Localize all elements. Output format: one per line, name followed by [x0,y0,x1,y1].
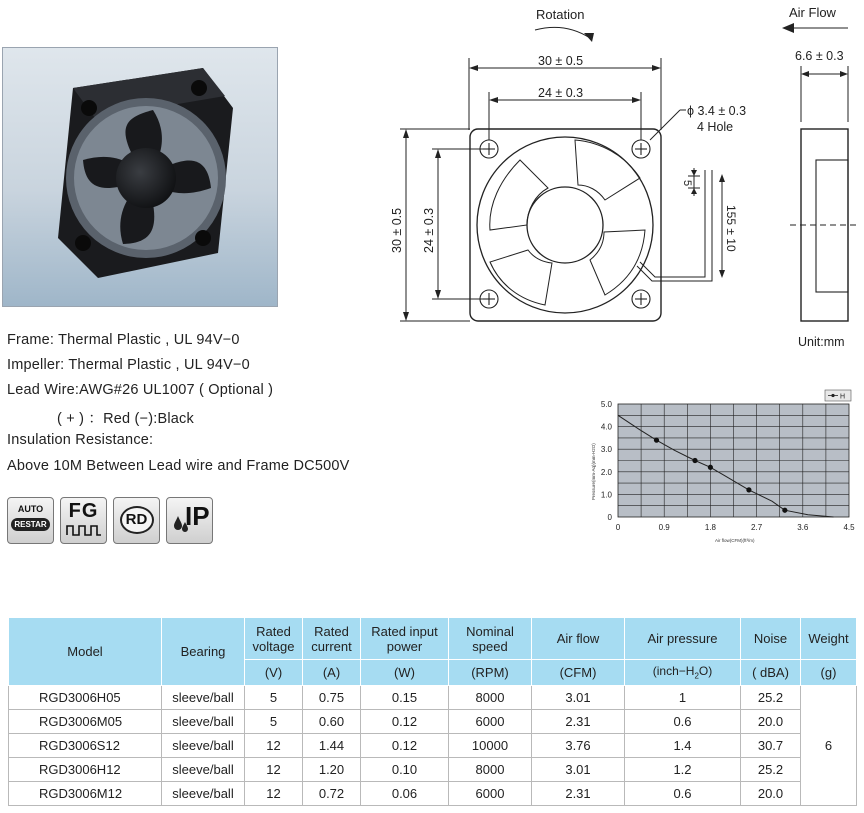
header-voltage: Rated voltage [245,618,303,660]
cell-speed: 8000 [449,686,532,710]
chart-legend-label: H [840,393,846,401]
rotation-label: Rotation [536,7,585,22]
cell-bearing: sleeve/ball [162,758,245,782]
chart-data-point [654,438,659,443]
cell-pressure: 0.6 [625,710,741,734]
cell-current: 1.44 [303,734,361,758]
cell-current: 1.20 [303,758,361,782]
unit-weight: (g) [801,660,857,686]
header-current: Rated current [303,618,361,660]
cell-model: RGD3006M05 [9,710,162,734]
table-row [9,734,857,758]
spec-insulation-value: Above 10M Between Lead wire and Frame DC500V [7,458,350,474]
chart-y-tick-label: 2.0 [600,467,612,477]
cell-current: 0.72 [303,782,361,806]
cell-airflow: 3.01 [532,758,625,782]
cell-weight: 6 [801,686,857,806]
airflow-arrow-icon [782,23,794,33]
cell-noise: 20.0 [741,710,801,734]
cell-voltage: 5 [245,710,303,734]
auto-badge-top: AUTO [17,504,44,514]
wire-length-label: 155 ± 10 [724,205,738,252]
cell-power: 0.15 [361,686,449,710]
cell-bearing: sleeve/ball [162,734,245,758]
cell-pressure: 1.4 [625,734,741,758]
cell-bearing: sleeve/ball [162,782,245,806]
cell-airflow: 3.76 [532,734,625,758]
chart-y-tick-label: 3.0 [600,445,612,455]
chart-data-point [746,487,751,492]
cell-speed: 6000 [449,710,532,734]
cell-pressure: 1.2 [625,758,741,782]
cell-power: 0.12 [361,734,449,758]
width-outer-label: 30 ± 0.5 [538,54,584,68]
dimension-drawing [360,0,864,360]
performance-chart [585,388,864,548]
cell-noise: 25.2 [741,686,801,710]
header-power: Rated input power [361,618,449,660]
unit-label: Unit:mm [798,335,845,349]
chart-data-point [708,465,713,470]
cell-model: RGD3006H05 [9,686,162,710]
spec-frame: Frame: Thermal Plastic , UL 94V−0 [7,332,240,348]
spec-impeller: Impeller: Thermal Plastic , UL 94V−0 [7,357,250,373]
cell-bearing: sleeve/ball [162,710,245,734]
unit-noise: ( dBA) [741,660,801,686]
chart-data-point [782,508,787,513]
cell-pressure: 1 [625,686,741,710]
airflow-label: Air Flow [789,5,836,20]
auto-badge-bottom: RESTAR [11,518,50,531]
unit-speed: (RPM) [449,660,532,686]
spec-polarity: ( + ) ：Red (−):Black [57,411,194,427]
wire-strip-label: 5 [681,180,693,187]
hole-count-label: 4 Hole [697,120,734,134]
unit-airflow: (CFM) [532,660,625,686]
chart-x-axis-label: Air flow(CFM)(ft³/m) [715,538,755,543]
chart-y-axis-label: Pressure(mm-Aq)(mm-H2O) [591,443,596,500]
chart-x-tick-label: 2.7 [751,523,763,532]
table-row [9,710,857,734]
chart-x-tick-label: 3.6 [797,523,809,532]
header-weight: Weight [801,618,857,660]
cell-noise: 20.0 [741,782,801,806]
chart-x-tick-label: 0.9 [658,523,670,532]
chart-y-tick-label: 4.0 [600,422,612,432]
height-outer-label: 30 ± 0.5 [390,207,404,253]
chart-x-tick-label: 0 [615,523,621,532]
fg-badge [60,497,107,544]
cell-power: 0.06 [361,782,449,806]
table-row [9,758,857,782]
header-airflow: Air flow [532,618,625,660]
chart-y-tick-label: 1.0 [600,490,612,500]
chart-y-tick-label: 5.0 [600,400,612,409]
pulse-signal-icon [61,523,106,537]
unit-pressure: $(inch-H_2O)$ [625,660,741,686]
cell-model: RGD3006S12 [9,734,162,758]
cell-model: RGD3006H12 [9,758,162,782]
chart-legend [825,390,851,401]
cell-speed: 8000 [449,758,532,782]
header-pressure: Air pressure [625,618,741,660]
hole-spec-label: ϕ 3.4 ± 0.3 [687,104,747,118]
cell-speed: 6000 [449,782,532,806]
chart-x-tick-label: 4.5 [843,523,855,532]
fg-badge-label: FG [68,500,99,522]
header-speed: Nominal speed [449,618,532,660]
table-row [9,782,857,806]
cell-voltage: 12 [245,782,303,806]
cell-airflow: 2.31 [532,782,625,806]
cell-bearing: sleeve/ball [162,686,245,710]
chart-data-point [692,458,697,463]
header-model: Model [9,618,162,686]
cell-voltage: 5 [245,686,303,710]
unit-voltage: (V) [245,660,303,686]
cell-current: 0.60 [303,710,361,734]
rd-badge [113,497,160,544]
cell-power: 0.10 [361,758,449,782]
ip-badge-label: IP [185,501,210,531]
thickness-label: 6.6 ± 0.3 [795,49,844,63]
unit-current: (A) [303,660,361,686]
cell-airflow: 3.01 [532,686,625,710]
cell-current: 0.75 [303,686,361,710]
height-hole-label: 24 ± 0.3 [422,207,436,253]
cell-voltage: 12 [245,734,303,758]
cell-voltage: 12 [245,758,303,782]
rd-badge-label: RD [120,506,154,534]
rotation-arrow-icon [535,27,590,38]
width-hole-label: 24 ± 0.3 [538,86,584,100]
chart-x-tick-label: 1.8 [704,523,716,532]
product-photo [2,47,278,307]
header-bearing: Bearing [162,618,245,686]
chart-y-tick-label: 0 [607,513,612,522]
spec-table [8,617,857,806]
cell-model: RGD3006M12 [9,782,162,806]
spec-lead-wire: Lead Wire:AWG#26 UL1007 ( Optional ) [7,382,274,398]
auto-restart-badge [7,497,54,544]
cell-pressure: 0.6 [625,782,741,806]
spec-insulation-label: Insulation Resistance: [7,432,154,448]
cell-speed: 10000 [449,734,532,758]
cell-power: 0.12 [361,710,449,734]
fan-photo-image [3,48,277,306]
cell-noise: 30.7 [741,734,801,758]
header-noise: Noise [741,618,801,660]
table-row [9,686,857,710]
unit-power: (W) [361,660,449,686]
cell-airflow: 2.31 [532,710,625,734]
cell-noise: 25.2 [741,758,801,782]
ip-badge [166,497,213,544]
